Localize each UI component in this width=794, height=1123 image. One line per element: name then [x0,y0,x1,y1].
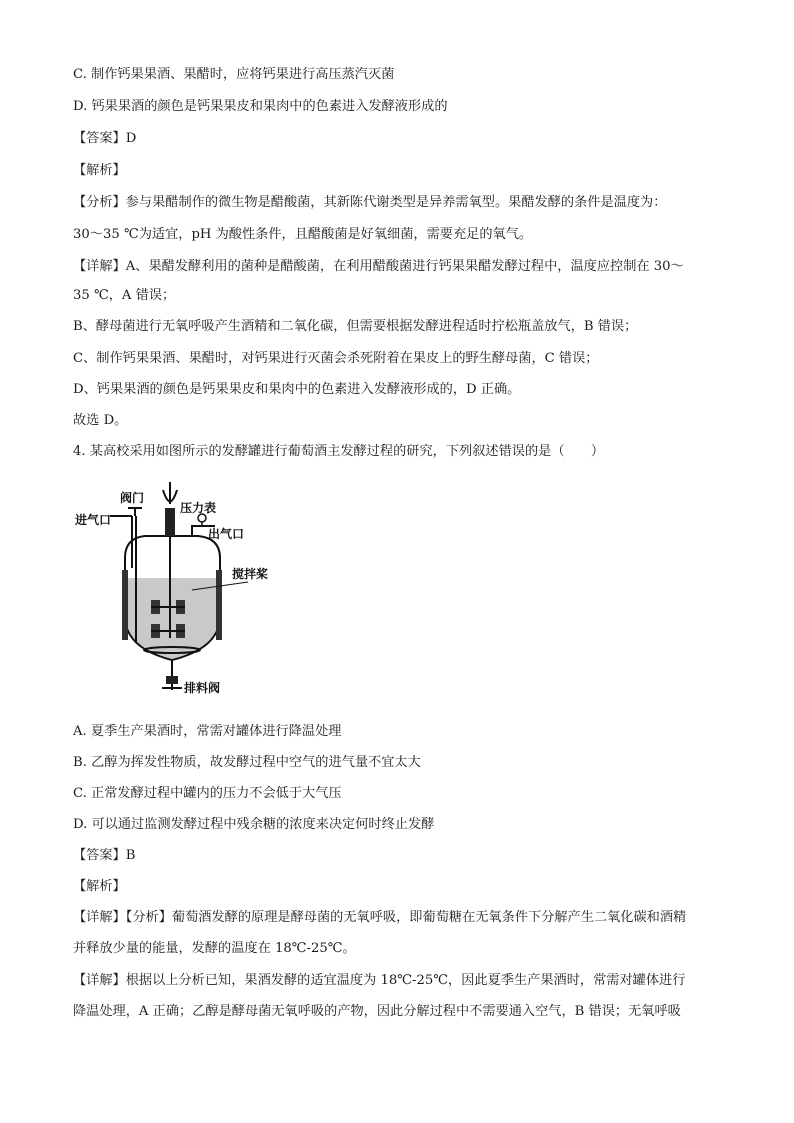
text-line: 降温处理，A 正确；乙醇是酵母菌无氧呼吸的产物，因此分解过程中不需要通入空气，B 错误；无氧呼吸 [73,1004,681,1019]
label-discharge-valve: 排料阀 [184,681,221,695]
label-valve: 阀门 [120,491,145,505]
option-d: D. 可以通过监测发酵过程中残余糖的浓度来决定何时终止发酵 [73,817,435,832]
fermenter-diagram [70,478,280,700]
text-line: C. 制作钙果果酒、果醋时，应将钙果进行高压蒸汽灭菌 [73,67,395,82]
text-line: 30～35 ℃为适宜，pH 为酸性条件，且醋酸菌是好氧细菌，需要充足的氧气。 [73,227,533,242]
option-c: C. 正常发酵过程中罐内的压力不会低于大气压 [73,786,342,801]
option-a: A. 夏季生产果酒时，常需对罐体进行降温处理 [73,724,342,739]
text-line: D. 钙果果酒的颜色是钙果果皮和果肉中的色素进入发酵液形成的 [73,99,448,114]
label-outlet: 出气口 [208,527,245,541]
text-line: 【详解】根据以上分析已知，果酒发酵的适宜温度为 18℃-25℃，因此夏季生产果酒时，常需对罐体进行 [73,973,686,988]
question-4: 4. 某高校采用如图所示的发酵罐进行葡萄酒主发酵过程的研究，下列叙述错误的是（ ） [73,444,605,459]
label-stirrer: 搅拌桨 [232,567,269,581]
text-line: 35 ℃，A 错误； [73,288,176,303]
text-line: D、钙果果酒的颜色是钙果果皮和果肉中的色素进入发酵液形成的，D 正确。 [73,382,521,397]
answer-label: 【答案】D [73,131,137,146]
answer-label: 【答案】B [73,848,136,863]
label-inlet: 进气口 [75,513,112,527]
text-line: 故选 D。 [73,413,128,428]
analysis-label: 【解析】 [73,163,126,178]
text-line: 【详解】A、果醋发酵利用的菌种是醋酸菌，在利用醋酸菌进行钙果果醋发酵过程中，温度应控制在 30～ [73,259,684,274]
text-line: B、酵母菌进行无氧呼吸产生酒精和二氧化碳，但需要根据发酵进程适时拧松瓶盖放气，B 错误； [73,319,638,334]
text-line: 【详解】【分析】葡萄酒发酵的原理是酵母菌的无氧呼吸，即葡萄糖在无氧条件下分解产生二氧化碳和酒精 [73,910,687,925]
text-line: 并释放少量的能量，发酵的温度在 18℃-25℃。 [73,941,356,956]
option-b: B. 乙醇为挥发性物质，故发酵过程中空气的进气量不宜太大 [73,755,421,770]
text-line: C、制作钙果果酒、果醋时，对钙果进行灭菌会杀死附着在果皮上的野生酵母菌，C 错误； [73,351,599,366]
analysis-label: 【解析】 [73,879,126,894]
label-pressure-gauge: 压力表 [180,501,217,515]
text-line: 【分析】参与果醋制作的微生物是醋酸菌，其新陈代谢类型是异养需氧型。果醋发酵的条件是温度为： [73,195,667,210]
